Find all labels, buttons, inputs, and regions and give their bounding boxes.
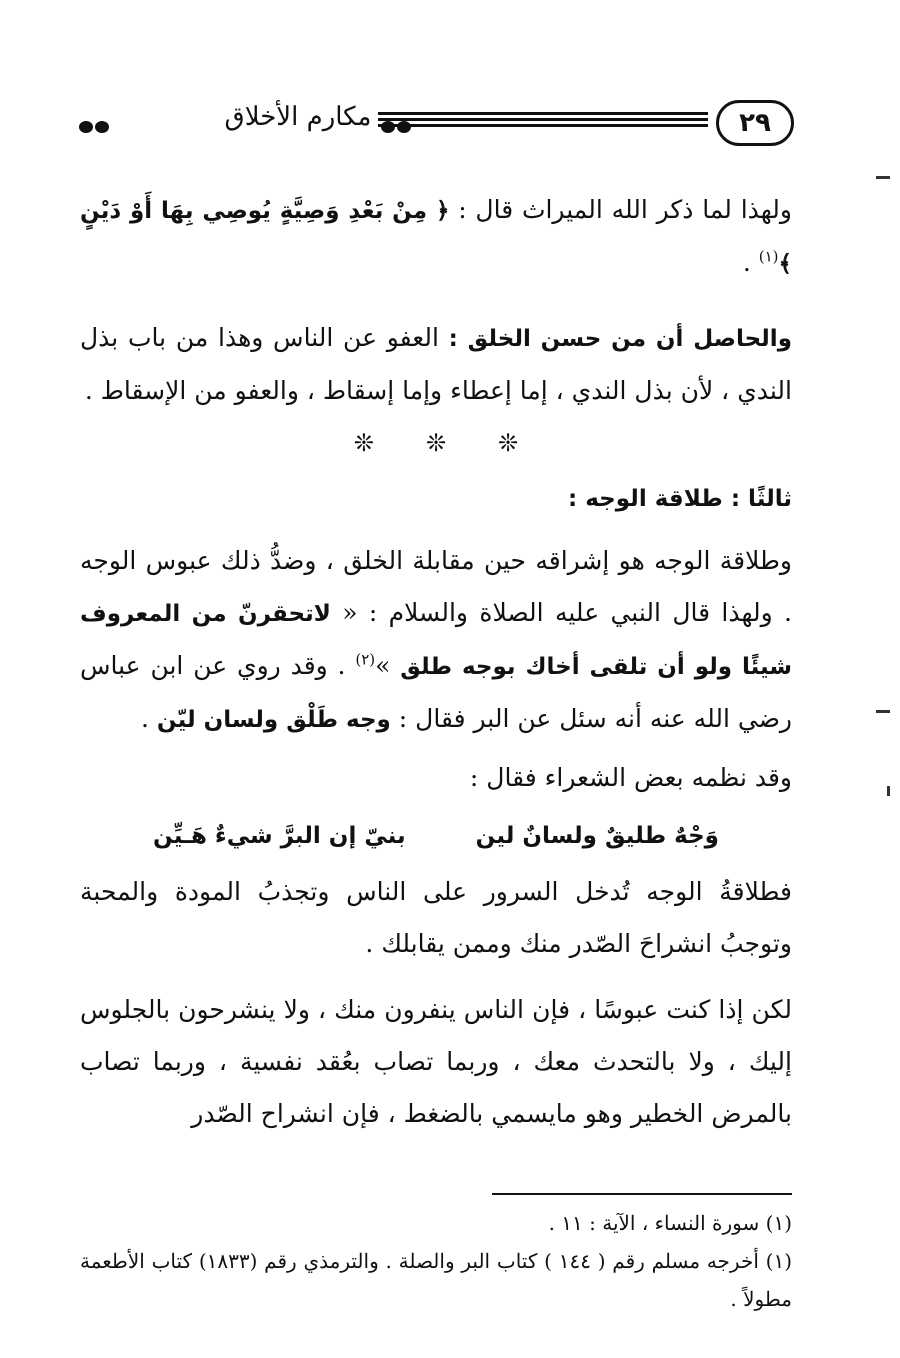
header-rule [378,112,708,130]
poem-verse [80,810,792,862]
main-text [80,184,792,1140]
margin-mark-icon [887,786,890,796]
quote-text: وجه طَلْق ولسان ليّن [156,707,391,733]
section-separator: ❊❊❊ [353,429,571,457]
page-number: ٢٩ [716,100,794,146]
footnote: (١) سورة النساء ، الآية : ١١ . [548,1211,792,1235]
page-header [78,98,794,160]
footnote-ref: (٢) [355,650,376,669]
header-dots-icon [380,118,412,137]
footnote: (١) أخرجه مسلم رقم ( ١٤٤ ) كتاب البر والصلة . والترمذي رقم (١٨٣٣) كتاب الأطعمة مطولاً . [80,1249,793,1311]
paragraph: ولهذا لما ذكر الله الميراث قال : ﴿ مِنْ بَعْدِ وَصِيَّةٍ يُوصِي بِهَا أَوْ دَيْنٍ ﴾$^{(١)}$ . [80,195,792,277]
paragraph: والحاصل أن من حسن الخلق : العفو عن الناس وهذا من باب بذل الندي ، لأن بذل الندي ، إما إعطاء وإما إسقاط ، والعفو من الإسقاط . [80,323,792,405]
hadith-text: لاتحقرنّ من المعروف شيئًا ولو أن تلقى أخاك بوجه طلق [80,601,792,680]
bold-lead: والحاصل أن من حسن الخلق : [448,326,792,352]
paragraph: فطلاقةُ الوجه تُدخل السرور على الناس وتجذبُ المودة والمحبة وتوجبُ انشراحَ الصّدر منك وممن يقابلك . [80,877,792,958]
margin-mark-icon [876,176,890,179]
paragraph: لكن إذا كنت عبوسًا ، فإن الناس ينفرون منك ، ولا ينشرحون بالجلوس إليك ، ولا بالتحدث معك ، وربما تصاب بعُقد نفسية ، وربما تصاب بالمرض الخطير وهو مايسمي بالضغط ، فإن انشراح الصّدر [80,995,792,1128]
paragraph: وطلاقة الوجه هو إشراقه حين مقابلة الخلق ، وضدُّ ذلك عبوس الوجه . ولهذا قال النبي عليه الصلاة والسلام : « لاتحقرنّ من المعروف شيئًا ولو أن تلقى أخاك بوجه طلق »$^{(٢)}$ . وقد روي عن ابن عباس رضي الله عنه أنه سئل عن البر فقال : وجه طَلْق ولسان ليّن . [80,546,792,733]
header-dots-icon [78,118,110,137]
section-heading: ثالثًا : طلاقة الوجه : [568,486,792,512]
footnote-ref: (١) [758,247,779,266]
margin-mark-icon [876,710,890,713]
footnote-divider [492,1193,792,1195]
footnotes [80,1204,792,1318]
poem-hemistich-right: بنيّ إن البرَّ شيءٌ هَـيِّن [153,823,406,849]
quran-verse: ﴿ مِنْ بَعْدِ وَصِيَّةٍ يُوصِي بِهَا أَوْ دَيْنٍ ﴾ [80,198,792,277]
poem-hemistich-left: وَجْهٌ طليقٌ ولسانٌ لين [475,823,719,849]
header-title: مكارم الأخلاق [224,102,372,132]
paragraph: وقد نظمه بعض الشعراء فقال : [469,763,792,792]
